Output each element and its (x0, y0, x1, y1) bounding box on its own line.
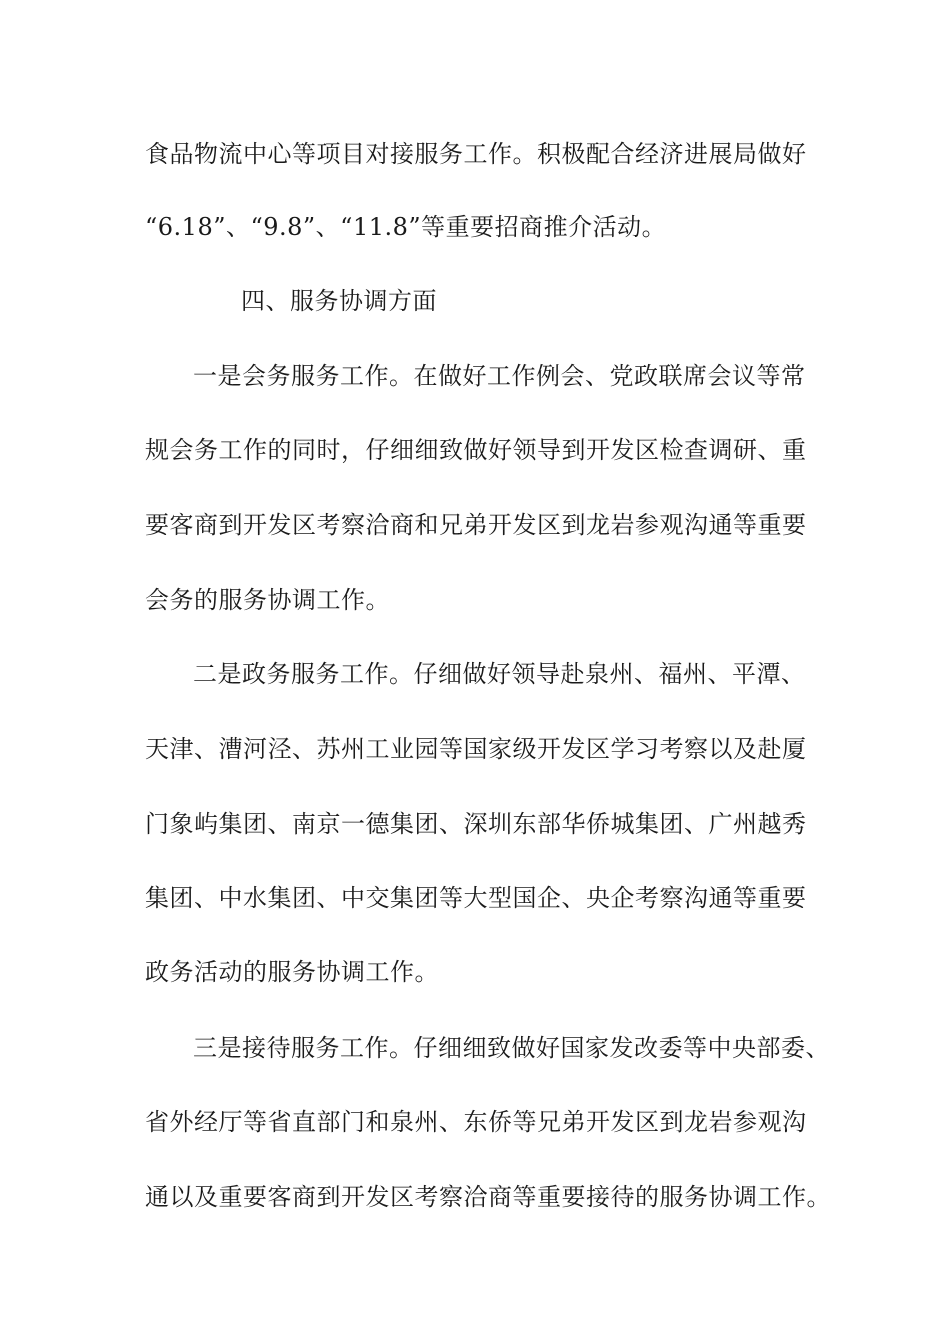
paragraph-line: “6.18”、“9.8”、“11.8”等重要招商推介活动。 (145, 213, 667, 241)
paragraph-line: 二是政务服务工作。仔细做好领导赴泉州、福州、平潭、 (193, 660, 806, 688)
paragraph-line: 规会务工作的同时，仔细细致做好领导到开发区检查调研、重 (145, 436, 807, 464)
paragraph-line: 会务的服务协调工作。 (145, 586, 390, 614)
paragraph-line: 政务活动的服务协调工作。 (145, 958, 439, 986)
paragraph-line: 门象屿集团、南京一德集团、深圳东部华侨城集团、广州越秀 (145, 810, 807, 838)
paragraph-line: 通以及重要客商到开发区考察洽商等重要接待的服务协调工作。 (145, 1183, 831, 1211)
paragraph-line: 天津、漕河泾、苏州工业园等国家级开发区学习考察以及赴厦 (145, 735, 807, 763)
paragraph-line: 要客商到开发区考察洽商和兄弟开发区到龙岩参观沟通等重要 (145, 511, 807, 539)
section-heading: 四、服务协调方面 (241, 287, 437, 315)
paragraph-line: 食品物流中心等项目对接服务工作。积极配合经济进展局做好 (145, 140, 807, 168)
paragraph-line: 省外经厅等省直部门和泉州、东侨等兄弟开发区到龙岩参观沟 (145, 1108, 807, 1136)
paragraph-line: 一是会务服务工作。在做好工作例会、党政联席会议等常 (193, 362, 806, 390)
paragraph-line: 集团、中水集团、中交集团等大型国企、央企考察沟通等重要 (145, 884, 807, 912)
paragraph-line: 三是接待服务工作。仔细细致做好国家发改委等中央部委、 (193, 1034, 830, 1062)
